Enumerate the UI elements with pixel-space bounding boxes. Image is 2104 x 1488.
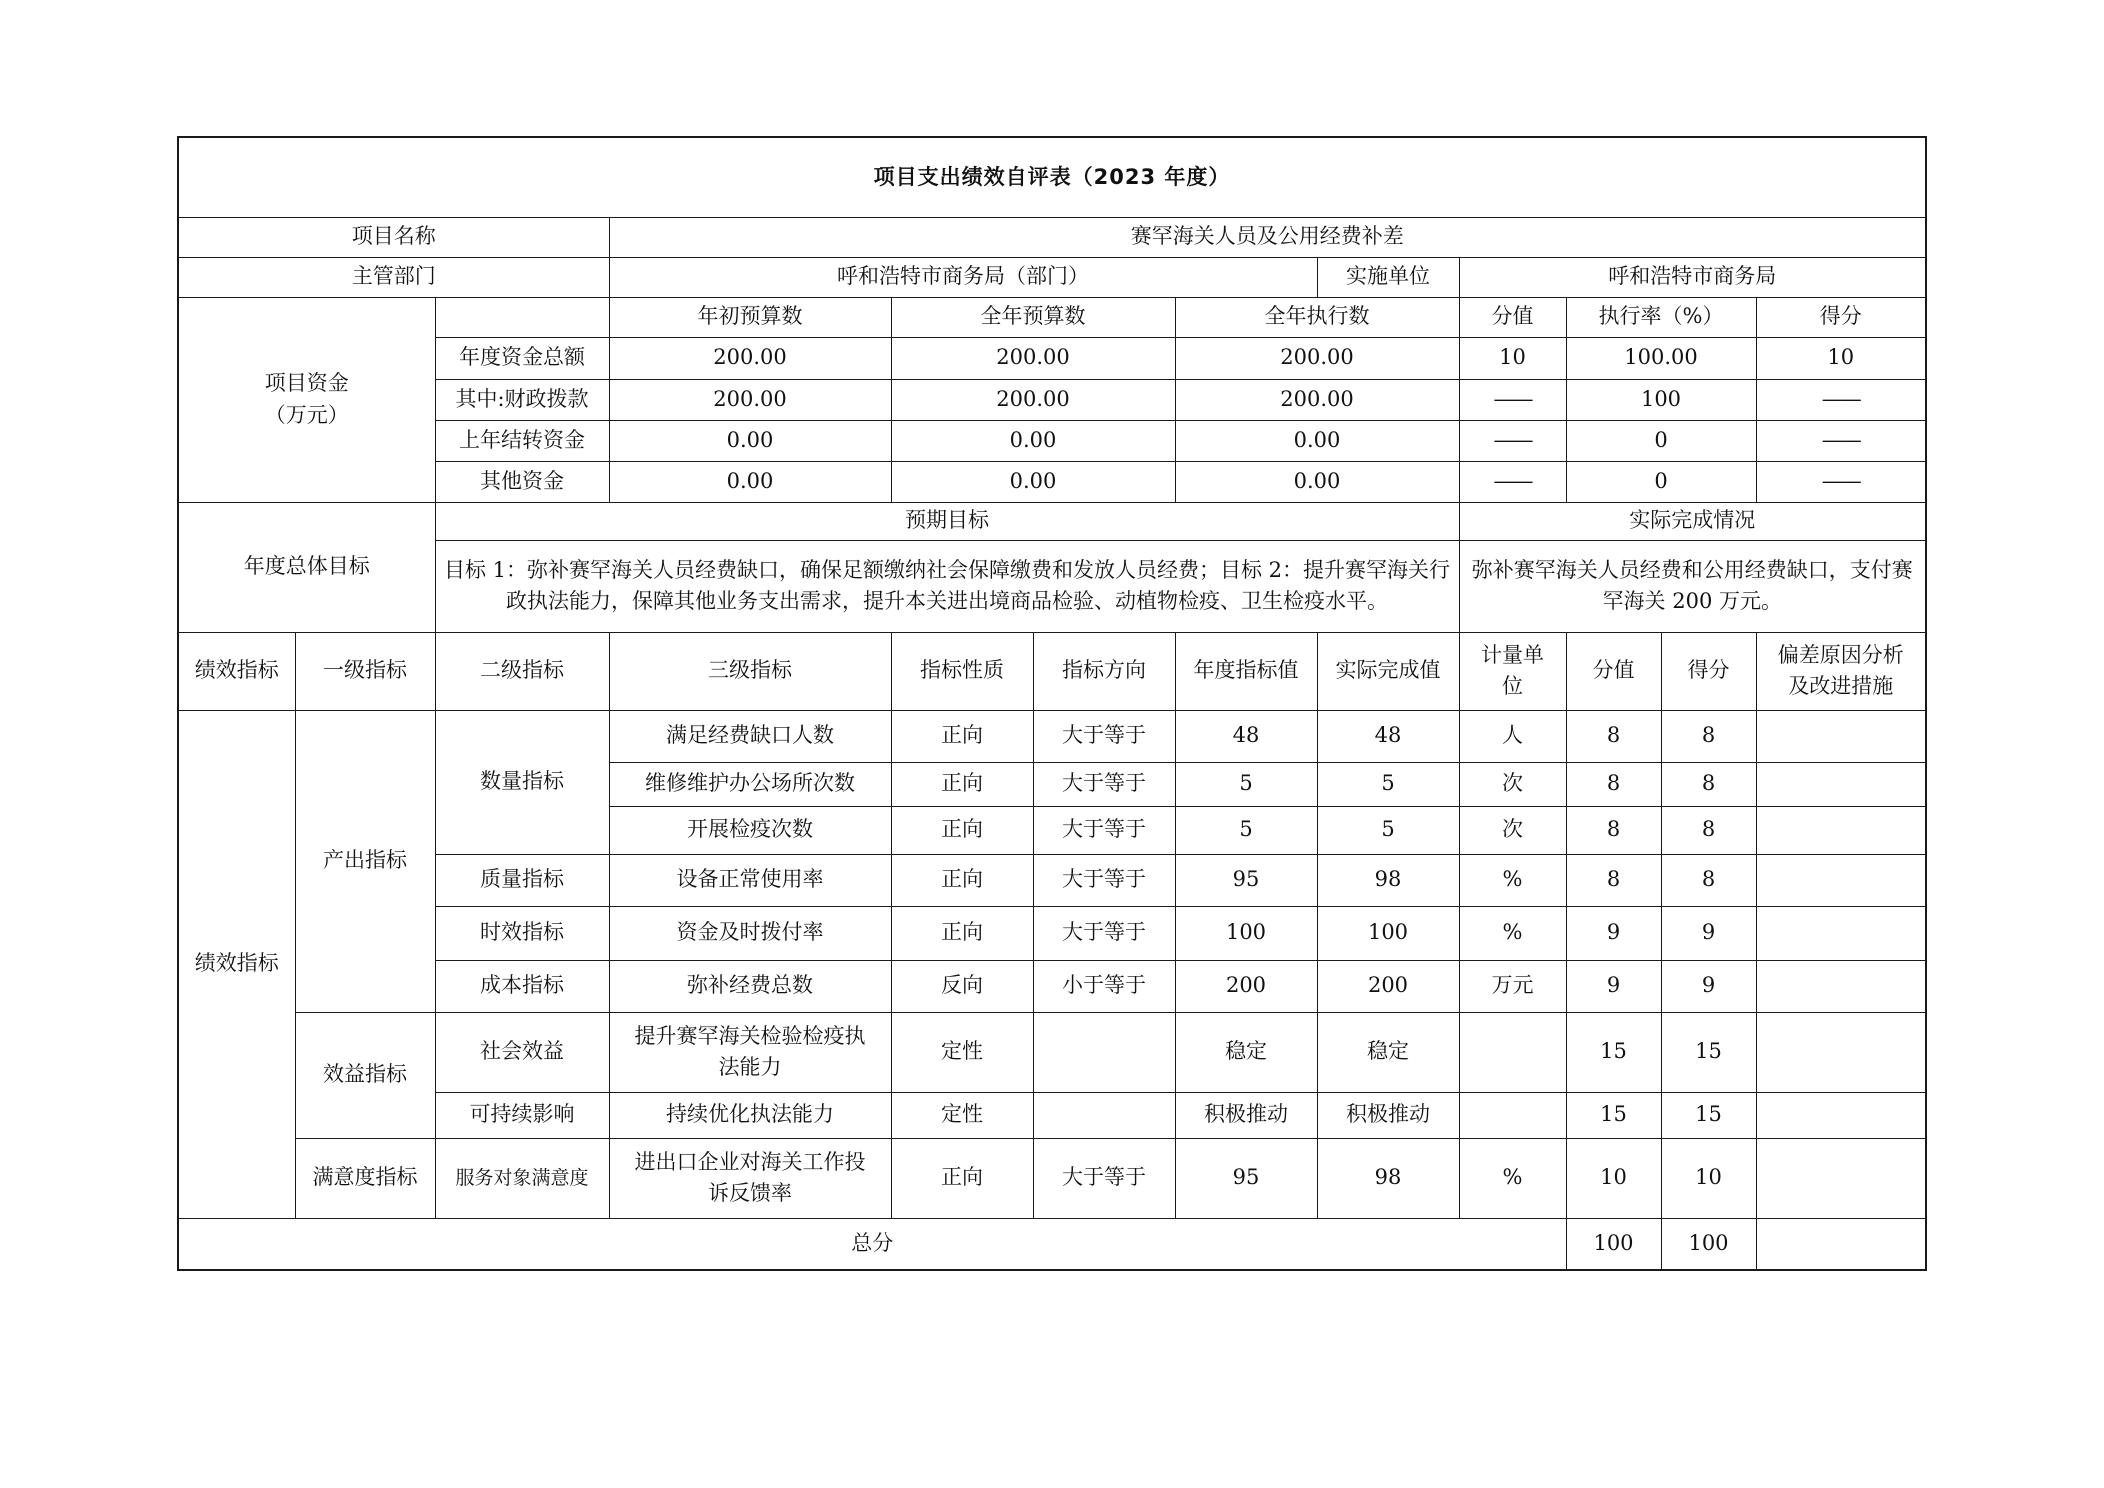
ind-header-perf: 绩效指标: [178, 632, 295, 710]
ind-score-value: 8: [1566, 710, 1661, 762]
funds-header-blank: [435, 297, 609, 337]
funds-row-label: 其他资金: [435, 461, 609, 502]
ind-header-unit-line1: 计量单: [1481, 642, 1544, 667]
funds-row: [178, 379, 1926, 420]
ind-name-line2: 法能力: [718, 1055, 782, 1079]
ind-direction: 大于等于: [1033, 710, 1175, 762]
ind-score-value: 8: [1566, 806, 1661, 854]
ind-header-level3: 三级指标: [609, 632, 891, 710]
ind-header-deviation: [1756, 632, 1926, 710]
ind-unit: 次: [1459, 806, 1566, 854]
ind-header-nature: 指标性质: [891, 632, 1033, 710]
ind-deviation: [1756, 854, 1926, 906]
indicator-row: [178, 1138, 1926, 1218]
ind-unit: %: [1459, 854, 1566, 906]
ind-nature: 正向: [891, 710, 1033, 762]
ind-actual: 200: [1317, 960, 1459, 1012]
ind-target: 95: [1175, 1138, 1317, 1218]
ind-header-direction: 指标方向: [1033, 632, 1175, 710]
ind-name: 开展检疫次数: [609, 806, 891, 854]
level1-satisfaction: 满意度指标: [295, 1138, 435, 1218]
dept-label: 主管部门: [178, 257, 609, 297]
ind-target: 积极推动: [1175, 1092, 1317, 1138]
funds-row-score: ——: [1756, 420, 1926, 461]
ind-score: 15: [1661, 1012, 1756, 1092]
ind-actual: 5: [1317, 762, 1459, 806]
ind-score: 8: [1661, 806, 1756, 854]
funds-header-rate: 执行率（%）: [1566, 297, 1756, 337]
funds-row: [178, 337, 1926, 379]
funds-row-score-value: ——: [1459, 461, 1566, 502]
ind-name-line1: 提升赛罕海关检验检疫执: [634, 1023, 866, 1048]
funds-row-executed: 0.00: [1175, 420, 1459, 461]
ind-score-value: 9: [1566, 960, 1661, 1012]
funds-row-rate: 100.00: [1566, 337, 1756, 379]
ind-header-deviation-line1: 偏差原因分析: [1777, 642, 1904, 667]
level2-cost: 成本指标: [435, 960, 609, 1012]
goals-label: 年度总体目标: [178, 502, 435, 632]
ind-header-score: 得分: [1661, 632, 1756, 710]
ind-header-score-value: 分值: [1566, 632, 1661, 710]
funds-row-score: 10: [1756, 337, 1926, 379]
ind-nature: 正向: [891, 854, 1033, 906]
funds-row-rate: 100: [1566, 379, 1756, 420]
ind-name: 持续优化执法能力: [609, 1092, 891, 1138]
ind-deviation: [1756, 960, 1926, 1012]
ind-unit: [1459, 1012, 1566, 1092]
ind-deviation: [1756, 1012, 1926, 1092]
funds-row-executed: 200.00: [1175, 379, 1459, 420]
goals-expected-header: 预期目标: [435, 502, 1459, 540]
ind-direction: 大于等于: [1033, 1138, 1175, 1218]
unit-value: 呼和浩特市商务局: [1459, 257, 1926, 297]
ind-actual: 98: [1317, 854, 1459, 906]
funds-row-initial: 200.00: [609, 337, 891, 379]
ind-unit: 次: [1459, 762, 1566, 806]
ind-score: 8: [1661, 762, 1756, 806]
ind-direction: 小于等于: [1033, 960, 1175, 1012]
ind-direction: [1033, 1092, 1175, 1138]
ind-actual: 48: [1317, 710, 1459, 762]
ind-target: 5: [1175, 806, 1317, 854]
ind-name: [609, 1138, 891, 1218]
funds-row-initial: 200.00: [609, 379, 891, 420]
funds-row-annual: 0.00: [891, 420, 1175, 461]
ind-target: 稳定: [1175, 1012, 1317, 1092]
goals-expected-text: 目标 1：弥补赛罕海关人员经费缺口，确保足额缴纳社会保障缴费和发放人员经费；目标 2：提升赛罕海关行政执法能力，保障其他业务支出需求，提升本关进出境商品检验、动植物检疫、卫生检疫水平。: [435, 540, 1459, 632]
level2-social: 社会效益: [435, 1012, 609, 1092]
funds-label: [178, 297, 435, 502]
ind-direction: [1033, 1012, 1175, 1092]
funds-row-initial: 0.00: [609, 420, 891, 461]
funds-label-line1: 项目资金: [264, 371, 349, 395]
ind-name: 维修维护办公场所次数: [609, 762, 891, 806]
ind-score: 15: [1661, 1092, 1756, 1138]
funds-header-annual: 全年预算数: [891, 297, 1175, 337]
ind-target: 100: [1175, 906, 1317, 960]
indicator-row: [178, 1012, 1926, 1092]
ind-score-value: 8: [1566, 854, 1661, 906]
ind-header-deviation-line2: 及改进措施: [1788, 674, 1894, 698]
ind-name-line1: 进出口企业对海关工作投: [634, 1149, 866, 1174]
ind-target: 95: [1175, 854, 1317, 906]
ind-direction: 大于等于: [1033, 854, 1175, 906]
ind-actual: 稳定: [1317, 1012, 1459, 1092]
ind-deviation: [1756, 1138, 1926, 1218]
ind-unit: [1459, 1092, 1566, 1138]
level1-output: 产出指标: [295, 710, 435, 1012]
funds-row-executed: 0.00: [1175, 461, 1459, 502]
page-title: 项目支出绩效自评表（2023 年度）: [178, 137, 1926, 217]
ind-header-target: 年度指标值: [1175, 632, 1317, 710]
ind-nature: 反向: [891, 960, 1033, 1012]
ind-deviation: [1756, 762, 1926, 806]
ind-nature: 定性: [891, 1092, 1033, 1138]
evaluation-sheet: [177, 136, 1925, 1271]
ind-nature: 正向: [891, 806, 1033, 854]
ind-name: 满足经费缺口人数: [609, 710, 891, 762]
project-name-value: 赛罕海关人员及公用经费补差: [609, 217, 1926, 257]
funds-row-label: 其中:财政拨款: [435, 379, 609, 420]
level2-quantity: 数量指标: [435, 710, 609, 854]
funds-header-initial: 年初预算数: [609, 297, 891, 337]
unit-label: 实施单位: [1317, 257, 1459, 297]
funds-row: [178, 420, 1926, 461]
level2-quality: 质量指标: [435, 854, 609, 906]
ind-header-level1: 一级指标: [295, 632, 435, 710]
ind-direction: 大于等于: [1033, 806, 1175, 854]
funds-row-score: ——: [1756, 379, 1926, 420]
ind-name: 弥补经费总数: [609, 960, 891, 1012]
funds-row-annual: 200.00: [891, 379, 1175, 420]
ind-deviation: [1756, 806, 1926, 854]
ind-score-value: 10: [1566, 1138, 1661, 1218]
ind-score: 8: [1661, 854, 1756, 906]
ind-score: 9: [1661, 906, 1756, 960]
ind-deviation: [1756, 1092, 1926, 1138]
ind-actual: 5: [1317, 806, 1459, 854]
funds-label-line2: （万元）: [264, 402, 349, 427]
funds-row-annual: 0.00: [891, 461, 1175, 502]
ind-nature: 正向: [891, 1138, 1033, 1218]
ind-score: 10: [1661, 1138, 1756, 1218]
funds-header-executed: 全年执行数: [1175, 297, 1459, 337]
ind-target: 200: [1175, 960, 1317, 1012]
ind-target: 5: [1175, 762, 1317, 806]
funds-row-label: 年度资金总额: [435, 337, 609, 379]
ind-actual: 100: [1317, 906, 1459, 960]
evaluation-table: [177, 136, 1927, 1271]
ind-header-actual: 实际完成值: [1317, 632, 1459, 710]
ind-header-level2: 二级指标: [435, 632, 609, 710]
indicator-row: [178, 854, 1926, 906]
funds-header-score-value: 分值: [1459, 297, 1566, 337]
ind-name: [609, 1012, 891, 1092]
total-score-value: 100: [1566, 1218, 1661, 1270]
funds-row-executed: 200.00: [1175, 337, 1459, 379]
indicator-header-row: [178, 632, 1926, 710]
ind-score-value: 15: [1566, 1012, 1661, 1092]
funds-row-score-value: 10: [1459, 337, 1566, 379]
project-name-label: 项目名称: [178, 217, 609, 257]
ind-direction: 大于等于: [1033, 906, 1175, 960]
ind-unit: 人: [1459, 710, 1566, 762]
ind-name: 资金及时拨付率: [609, 906, 891, 960]
ind-unit: %: [1459, 906, 1566, 960]
ind-direction: 大于等于: [1033, 762, 1175, 806]
ind-deviation: [1756, 906, 1926, 960]
indicator-row: [178, 710, 1926, 762]
ind-score-value: 9: [1566, 906, 1661, 960]
ind-nature: 正向: [891, 906, 1033, 960]
ind-actual: 98: [1317, 1138, 1459, 1218]
indicator-row: [178, 1092, 1926, 1138]
ind-header-unit-line2: 位: [1502, 674, 1523, 698]
total-label: 总分: [178, 1218, 1566, 1270]
funds-row: [178, 461, 1926, 502]
ind-score: 9: [1661, 960, 1756, 1012]
funds-row-score: ——: [1756, 461, 1926, 502]
funds-row-initial: 0.00: [609, 461, 891, 502]
total-deviation: [1756, 1218, 1926, 1270]
funds-row-label: 上年结转资金: [435, 420, 609, 461]
ind-name-line2: 诉反馈率: [708, 1181, 792, 1205]
funds-row-rate: 0: [1566, 420, 1756, 461]
ind-unit: %: [1459, 1138, 1566, 1218]
ind-unit: 万元: [1459, 960, 1566, 1012]
funds-row-annual: 200.00: [891, 337, 1175, 379]
funds-header-score: 得分: [1756, 297, 1926, 337]
total-row: [178, 1218, 1926, 1270]
ind-deviation: [1756, 710, 1926, 762]
ind-score-value: 8: [1566, 762, 1661, 806]
ind-score: 8: [1661, 710, 1756, 762]
ind-name: 设备正常使用率: [609, 854, 891, 906]
total-score: 100: [1661, 1218, 1756, 1270]
level1-benefit: 效益指标: [295, 1012, 435, 1138]
indicator-row: [178, 960, 1926, 1012]
level2-timeliness: 时效指标: [435, 906, 609, 960]
indicator-row: [178, 906, 1926, 960]
dept-value: 呼和浩特市商务局（部门）: [609, 257, 1317, 297]
ind-actual: 积极推动: [1317, 1092, 1459, 1138]
ind-header-unit: [1459, 632, 1566, 710]
ind-score-value: 15: [1566, 1092, 1661, 1138]
goals-actual-header: 实际完成情况: [1459, 502, 1926, 540]
ind-nature: 定性: [891, 1012, 1033, 1092]
goals-actual-text: 弥补赛罕海关人员经费和公用经费缺口，支付赛罕海关 200 万元。: [1459, 540, 1926, 632]
funds-row-score-value: ——: [1459, 379, 1566, 420]
funds-row-score-value: ——: [1459, 420, 1566, 461]
funds-row-rate: 0: [1566, 461, 1756, 502]
ind-nature: 正向: [891, 762, 1033, 806]
level2-sustain: 可持续影响: [435, 1092, 609, 1138]
level2-service: 服务对象满意度: [435, 1138, 609, 1218]
perf-indicator-label: 绩效指标: [178, 710, 295, 1218]
ind-target: 48: [1175, 710, 1317, 762]
